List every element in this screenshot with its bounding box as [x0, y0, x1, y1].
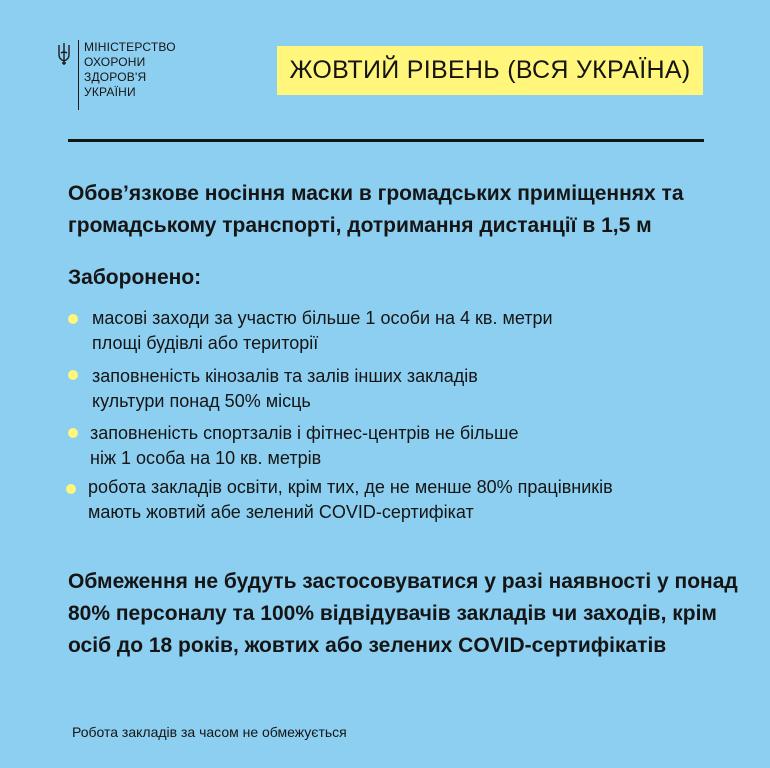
bullet-dot [68, 370, 78, 380]
ministry-name [84, 40, 176, 100]
ministry-name-line: ОХОРОНИ [84, 55, 146, 69]
banned-item-line: масові заходи за участю більше 1 особи на 4 кв. метри [92, 308, 553, 328]
banned-item-line: мають жовтий абе зелений COVID-сертифікат [88, 502, 474, 522]
footnote: Робота закладів за часом не обмежується [72, 724, 347, 740]
banned-item-line: робота закладів освіти, крім тих, де не менше 80% працівників [88, 477, 613, 497]
banned-item-line: ніж 1 особа на 10 кв. метрів [90, 448, 322, 468]
ministry-name-line: УКРАЇНИ [84, 85, 136, 99]
banned-item-line: культури понад 50% місць [92, 391, 311, 411]
level-badge: ЖОВТИЙ РІВЕНЬ (ВСЯ УКРАЇНА) [277, 46, 703, 95]
banned-title: Заборонено: [68, 266, 202, 289]
bullet-dot [68, 428, 78, 438]
closing-text: Обмеження не будуть застосовуватися у разі наявності у понад 80% персоналу та 100% відвідувачів закладів чи заходів, крім осіб до 18 років, жовтих або зелених COVID-сертифікатів [68, 570, 738, 657]
banned-item-line: площі будівлі або території [92, 333, 319, 353]
divider [68, 139, 704, 142]
banned-item-line: заповненість кінозалів та залів інших закладів [92, 366, 478, 386]
bullet-dot [68, 314, 78, 324]
trident-icon [56, 42, 72, 66]
ministry-logo [56, 40, 176, 110]
banned-item-line: заповненість спортзалів і фітнес-центрів не більше [90, 423, 519, 443]
intro-text: Обов’язкове носіння маски в громадських приміщеннях та громадському транспорті, дотримання дистанції в 1,5 м [68, 182, 684, 237]
bullet-dot [66, 484, 76, 494]
ministry-name-line: МІНІСТЕРСТВО [84, 40, 176, 54]
logo-separator [78, 40, 79, 110]
ministry-name-line: ЗДОРОВ'Я [84, 70, 147, 84]
